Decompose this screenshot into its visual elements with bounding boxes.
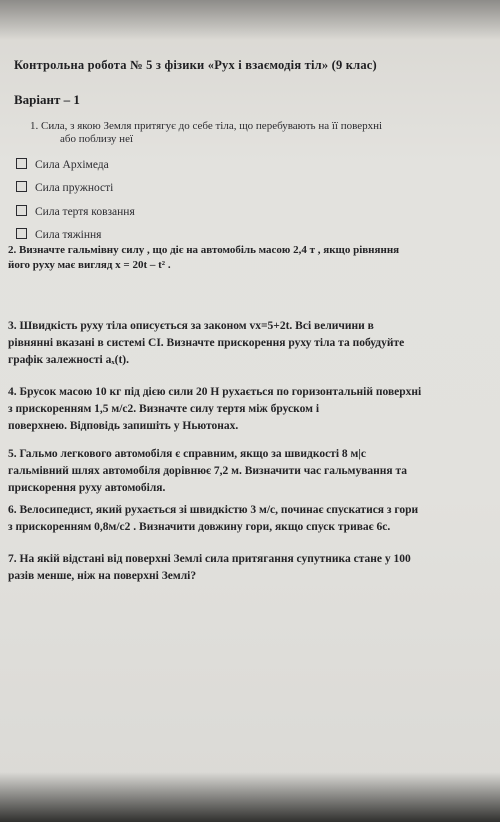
question-3 — [8, 318, 404, 369]
question-2 — [8, 243, 399, 273]
question-7-line: разів менше, ніж на поверхні Землі? — [8, 570, 197, 582]
photo-shadow-top — [0, 0, 500, 40]
checkbox-icon — [16, 158, 27, 169]
photo-shadow-bottom — [0, 772, 500, 822]
question-1-line: або поблизу неї — [60, 133, 134, 145]
checkbox-icon — [16, 181, 27, 192]
question-2-line: 2. Визначте гальмівну силу , що діє на автомобіль масою 2,4 т , якщо рівняння — [8, 244, 400, 256]
question-5-line: гальмівний шлях автомобіля дорівнює 7,2 м. Визначити час гальмування та — [8, 465, 408, 477]
question-6-line: з прискоренням 0,8м/с2 . Визначити довжину гори, якщо спуск триває 6с. — [8, 521, 391, 533]
question-3-line: 3. Швидкість руху тіла описується за законом vx=5+2t. Всі величини в — [8, 320, 374, 332]
question-3-line: рівнянні вказані в системі СІ. Визначте прискорення руху тіла та побудуйте — [8, 337, 405, 349]
question-4 — [8, 384, 421, 435]
question-1 — [30, 120, 382, 146]
checkbox-icon — [16, 205, 27, 216]
question-7-line: 7. На якій відстані від поверхні Землі сила притягання супутника стане у 100 — [8, 553, 411, 565]
question-6-line: 6. Велосипедист, який рухається зі швидкістю 3 м/с, починає спускатися з гори — [8, 504, 419, 516]
question-4-line: 4. Брусок масою 10 кг під дією сили 20 Н рухається по горизонтальній поверхні — [8, 386, 422, 398]
checkbox-icon — [16, 228, 27, 239]
question-5-line: 5. Гальмо легкового автомобіля є справним, якщо за швидкості 8 м|с — [8, 448, 366, 460]
question-2-line: його руху має вигляд x = 20t – t² . — [8, 259, 171, 271]
question-3-line: графік залежності aₓ(t). — [8, 354, 129, 366]
question-5-line: прискорення руху автомобіля. — [8, 482, 166, 494]
question-7 — [8, 551, 411, 585]
answer-option-4[interactable]: Сила тяжіння — [16, 228, 101, 241]
document-title: Контрольна робота № 5 з фізики «Рух і взаємодія тіл» (9 клас) — [14, 58, 377, 72]
question-1-line: 1. Сила, з якою Земля притягує до себе тіла, що перебувають на її поверхні — [30, 120, 383, 132]
question-5 — [8, 446, 407, 497]
question-6 — [8, 502, 418, 536]
variant-label: Варіант – 1 — [14, 92, 80, 107]
question-4-line: поверхнею. Відповідь запишіть у Ньютонах. — [8, 420, 239, 432]
answer-option-2[interactable]: Сила пружності — [16, 181, 113, 194]
answer-option-1[interactable]: Сила Архімеда — [16, 158, 109, 171]
question-4-line: з прискоренням 1,5 м/с2. Визначте силу тертя між бруском і — [8, 403, 320, 415]
answer-option-3[interactable]: Сила тертя ковзання — [16, 205, 135, 218]
